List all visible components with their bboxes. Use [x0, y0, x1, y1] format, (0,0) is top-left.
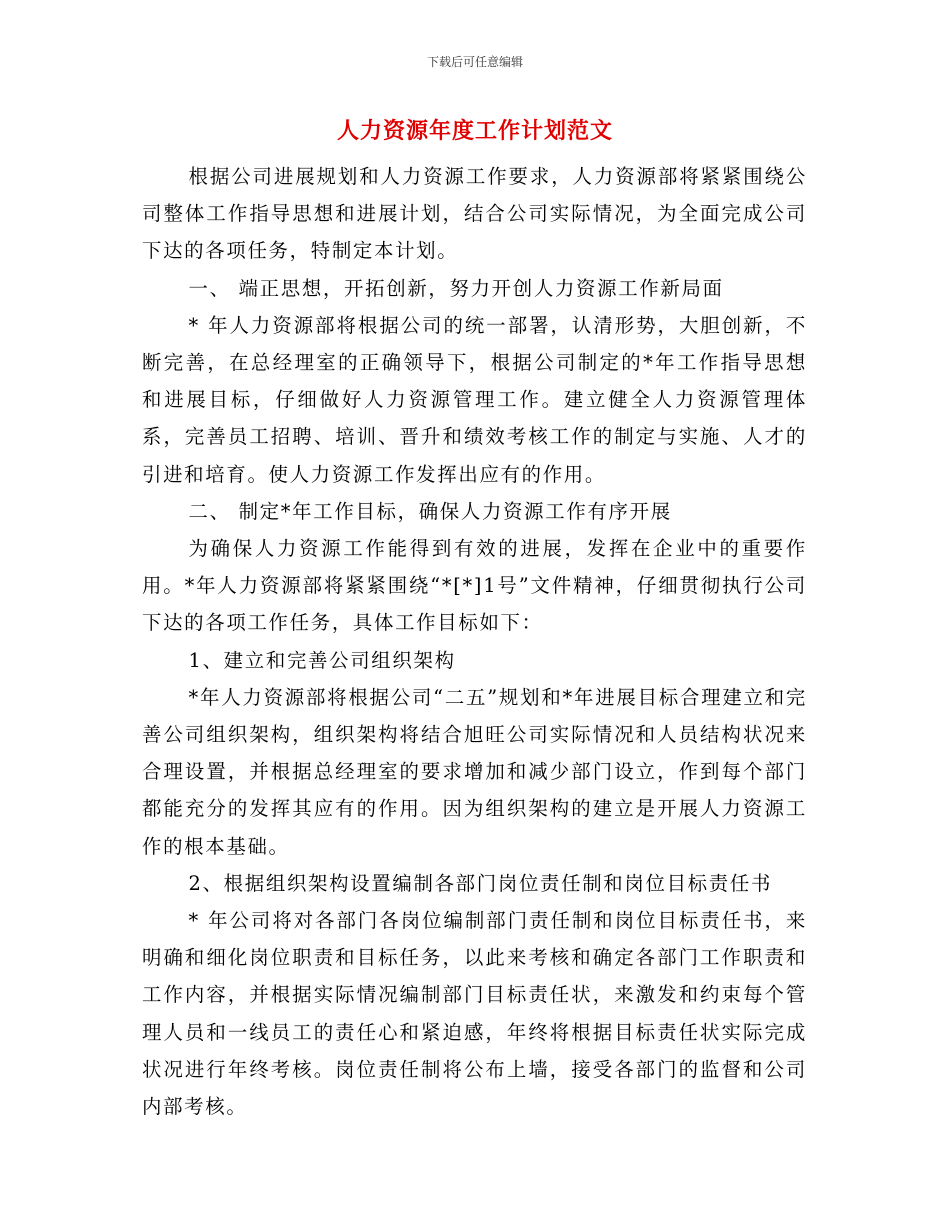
subsection-heading-1: 1、建立和完善公司组织架构	[188, 648, 456, 672]
page-header-note: 下载后可任意编辑	[426, 55, 523, 69]
paragraph-section-2: 为确保人力资源工作能得到有效的进展，发挥在企业中的重要作用。*年人力资源部将紧紧围绕“*[*]1号”文件精神，仔细贯彻执行公司下达的各项工作任务，具体工作目标如下：	[142, 537, 807, 635]
paragraph-intro: 根据公司进展规划和人力资源工作要求，人力资源部将紧紧围绕公司整体工作指导思想和进展计划，结合公司实际情况，为全面完成公司下达的各项任务，特制定本计划。	[142, 165, 807, 263]
paragraph-subsection-1: *年人力资源部将根据公司“二五”规划和*年进展目标合理建立和完善公司组织架构，组织架构将结合旭旺公司实际情况和人员结构状况来合理设置，并根据总经理室的要求增加和减少部门设立，作到每个部门都能充分的发挥其应有的作用。因为组织架构的建立是开展人力资源工作的根本基础。	[142, 685, 807, 858]
section-heading-2: 二、 制定*年工作目标，确保人力资源工作有序开展	[188, 499, 672, 523]
paragraph-section-1: * 年人力资源部将根据公司的统一部署，认清形势，大胆创新，不断完善，在总经理室的正确领导下，根据公司制定的*年工作指导思想和进展目标，仔细做好人力资源管理工作。建立健全人力资源管理体系，完善员工招聘、培训、晋升和绩效考核工作的制定与实施、人才的引进和培育。使人力资源工作发挥出应有的作用。	[142, 313, 807, 486]
document-title: 人力资源年度工作计划范文	[336, 118, 613, 144]
subsection-heading-2: 2、根据组织架构设置编制各部门岗位责任制和岗位目标责任书	[188, 871, 773, 895]
document-body	[142, 158, 807, 1125]
paragraph-subsection-2: * 年公司将对各部门各岗位编制部门责任制和岗位目标责任书，来明确和细化岗位职责和目标任务，以此来考核和确定各部门工作职责和工作内容，并根据实际情况编制部门目标责任状，来激发和约束每个管理人员和一线员工的责任心和紧迫感，年终将根据目标责任状实际完成状况进行年终考核。岗位责任制将公布上墙，接受各部门的监督和公司内部考核。	[142, 909, 807, 1119]
section-heading-1: 一、 端正思想，开拓创新，努力开创人力资源工作新局面	[188, 276, 724, 300]
